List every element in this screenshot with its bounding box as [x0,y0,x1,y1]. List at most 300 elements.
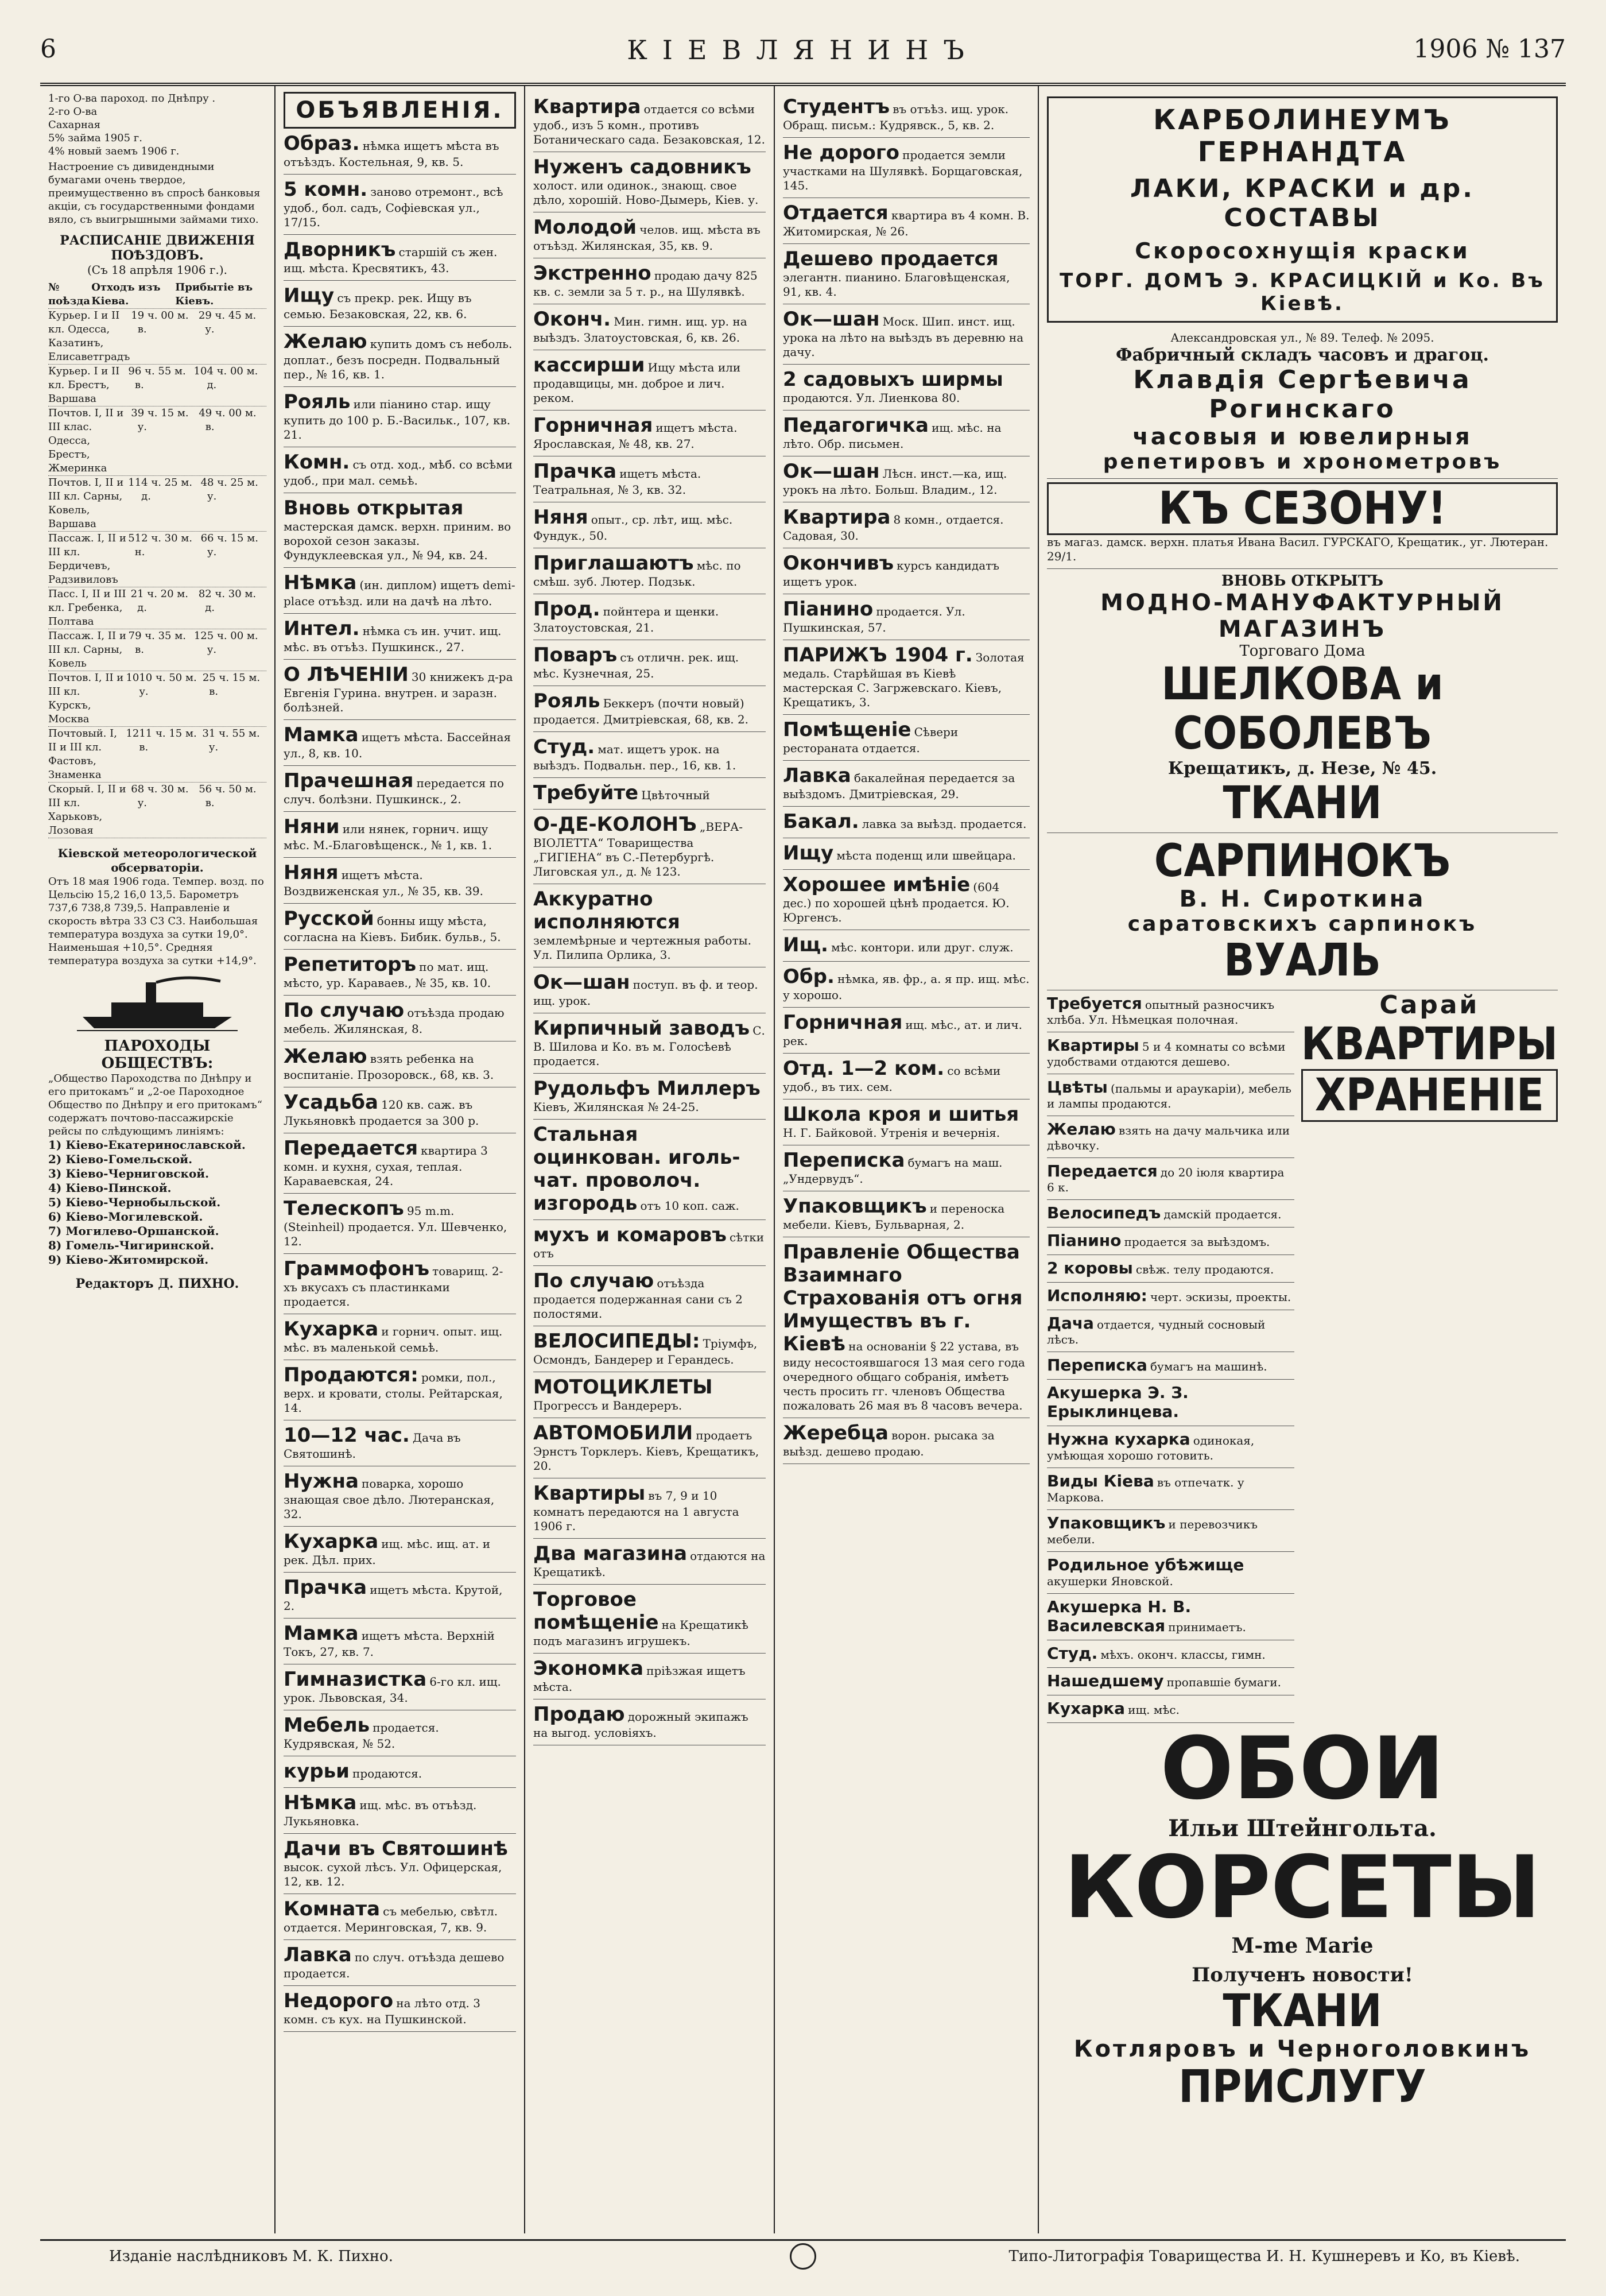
page-number: 6 [40,34,56,64]
classified-ad [783,761,1030,807]
ad-keyword: Велосипедъ [1047,1203,1161,1222]
exchange-line: Сахарная [48,119,100,131]
ad-text: въ 7, 9 и 10 комнатъ передаются на 1 августа 1906 г. [533,1489,739,1533]
classified-ad [783,411,1030,456]
classified-ad [783,640,1030,715]
schedule-cell: 9 ч. 15 м. у. [137,407,189,433]
classified-ad [1047,1510,1294,1552]
ad-text: съ мебелью, свѣтл. отдается. Меринговская, 7, кв. 9. [284,1904,498,1934]
schedule-cell: 10 [193,365,207,377]
meteo-title: Кiевской метеорологической обсерваторiи. [57,846,257,874]
classified-ad [1047,1074,1294,1116]
schedule-header [48,281,266,309]
ad-keyword: Педагогичка [783,414,929,437]
ad-keyword: Интел. [284,617,360,640]
classified-ad [284,1254,516,1314]
ad-text: взять ребенка на воспитанiе. Прозоровск., 68, кв. 3. [284,1052,494,1082]
ad-text: купить домъ съ неболь. доплат., безъ посредн. Подвальный пер., № 16, кв. 1. [284,337,513,381]
classified-ad [783,1008,1030,1054]
steamer-line: 1) Кiево-Екатеринославской. [48,1138,246,1152]
servants-ad: ПРИСЛУГУ [1178,2061,1426,2113]
ad-text: передается по случ. болѣзни. Пушкинск., 2. [284,776,505,806]
ad-text: ищ. мѣс. [1128,1703,1180,1717]
ad-text: Н. Г. Байковой. Утренiя и вечернiя. [783,1126,1000,1140]
corset-by: M-me Marie [1231,1934,1374,1958]
storage-ad: ХРАНЕНIЕ [1301,1069,1558,1122]
schedule-cell: 9 ч. 35 м. в. [135,630,186,656]
classified-ad [284,904,516,950]
ad-text: по случ. отъѣзда дешево продается. [284,1950,505,1980]
corset-ad: КОРСЕТЫ [1064,1838,1541,1938]
classified-list [284,129,516,2032]
ad-text: опыт., ср. лѣт, ищ. мѣс. Фундук., 50. [533,513,733,543]
ad-keyword: кассирши [533,354,645,377]
ad-keyword: Образ. [284,132,360,155]
ad-keyword: Отд. 1—2 ком. [783,1057,945,1080]
karbolineum-title: КАРБОЛИНЕУМЪ ГЕРНАНДТА [1153,104,1452,168]
fashion-subtitle: Торговаго Дома [1239,642,1366,660]
newspaper-title: КIЕВЛЯНИНЪ [627,34,979,65]
ad-text: акушерки Яновской. [1047,1574,1173,1588]
steamer-line: 8) Гомель-Чигиринской. [48,1238,214,1252]
ad-text: дорожный экипажъ на выгод. условiяхъ. [533,1710,748,1740]
classified-ad [783,930,1030,962]
schedule-cell: Курьер. I и II кл. Брестъ, Варшава [48,365,120,405]
classified-ad [284,1420,516,1466]
schedule-cell: 12 ч. 30 м. н. [134,532,193,558]
ad-keyword: Телескопъ [284,1197,404,1220]
ad-keyword: Продаются: [284,1364,418,1387]
ad-keyword: Требуйте [533,781,639,804]
classified-ad [284,447,516,493]
editor-name: Редакторъ Д. ПИХНО. [75,1276,239,1291]
schedule-cell: 3 [202,727,209,739]
ad-keyword: Аккуратно исполняются [533,888,680,934]
ad-text: съ отд. ход., мѣб. со всѣми удоб., при мал. семьѣ. [284,458,513,487]
ad-text: лавка за выѣзд. продается. [862,817,1027,831]
ad-keyword: Упаковщикъ [783,1195,927,1218]
classified-ad [1047,1380,1294,1426]
ad-keyword: 2 садовыхъ ширмы [783,368,1003,391]
classified-ad [284,1087,516,1133]
ad-text: продается. Ул. Пушкинская, 57. [783,605,965,634]
ad-keyword: Прачка [533,460,617,483]
ad-keyword: Дешево продается [783,247,999,270]
ad-text: 120 кв. саж. въ Лукьяновкѣ продается за 300 р. [284,1098,479,1128]
ad-text: мат. ищетъ урок. на выѣздъ. Подвальн. пер., 16, кв. 1. [533,742,736,772]
exchange-note: Настроение съ дивидендными бумагами очень твердое, преимущественно въ спросѣ банковыя акціи, съ государственными фондами вяло, съ выигрышными займами тихо. [48,161,261,226]
schedule-cell: Почтов. I, II и III клас. Одесса, Брестъ, Жмеринка [48,407,124,474]
ad-keyword: Окончивъ [783,552,894,575]
ad-keyword: Дача [1047,1314,1094,1333]
ad-keyword: Нѣмка [284,571,357,594]
ad-keyword: Исполняю: [1047,1286,1147,1305]
ad-text: на Крещатикѣ подъ магазинъ игрушекъ. [533,1618,748,1648]
schedule-cell: Пасс. I, II и III кл. Гребенка, Полтава [48,588,126,628]
ad-keyword: Кухарка [1047,1699,1126,1718]
classified-ad [284,1133,516,1194]
classified-ad [284,766,516,812]
ad-text: ищетъ мѣста. Крутой, 2. [284,1583,503,1613]
classified-ad [284,1194,516,1254]
schedule-row [48,671,266,727]
ad-keyword: Мамка [284,723,359,746]
ad-keyword: Бакал. [783,810,859,833]
ad-keyword: Экстренно [533,262,651,285]
classified-ad [533,967,766,1013]
ad-keyword: Рудольфъ Миллеръ [533,1077,761,1100]
ad-text: продается земли участками на Шулявкѣ. Борщаговская, 145. [783,148,1023,192]
schedule-cell: 11 [128,477,142,489]
ad-text: Прогрессъ и Вандереръ. [533,1399,682,1412]
classified-ad [284,660,516,720]
sarpinki-ad [1047,833,1558,990]
ad-keyword: Дачи въ Святошинѣ [284,1837,508,1860]
classified-ad [783,962,1030,1008]
ad-keyword: Ок—шан [783,460,880,483]
karbolineum-signature: ТОРГ. ДОМЪ Э. КРАСИЦКIЙ и Ко. Въ Кiевѣ. [1060,269,1545,315]
schedule-cell: 1 ч. 20 м. д. [137,588,188,614]
classified-ad [1047,1200,1294,1228]
season-ad [1047,479,1558,569]
ad-text: 8 комн., отдается. Садовая, 30. [783,513,1004,543]
classified-ad [533,1478,766,1539]
watch-line-2: репетировъ и хронометровъ [1103,450,1502,474]
ad-keyword: Торговое помѣщенiе [533,1588,659,1634]
schedule-cell: Почтов. I, II и III кл. Сарны, Ковель, Варшава [48,477,124,530]
ad-text: со всѣми удоб., въ тих. сем. [783,1064,1001,1094]
classified-ad [284,1360,516,1420]
classified-ad [783,838,1030,870]
ad-keyword: Ищ. [783,934,828,957]
classified-ad [1047,1552,1294,1594]
ad-text: мѣс. по смѣш. зуб. Лютер. Подзьк. [533,559,741,588]
classified-ad [533,732,766,778]
ad-text: бумагъ на маш. „Ундервудъ“. [783,1156,1003,1186]
ad-text: отъ 10 коп. саж. [640,1199,739,1213]
ad-text: и горнич. опыт. ищ. мѣс. въ маленькой семьѣ. [284,1325,503,1354]
classified-ad [783,92,1030,138]
schedule-row [48,476,266,532]
ad-keyword: Мебель [284,1714,370,1737]
ad-keyword: мухъ и комаровъ [533,1223,727,1246]
fashion-address: Крещатикъ, д. Незе, № 45. [1167,758,1437,779]
ad-text: пойнтера и щенки. Златоустовская, 21. [533,605,719,634]
classified-ad [1047,1668,1294,1695]
ad-text: Сѣвери рестораната отдается. [783,725,959,755]
steamer-line: 2) Кiево-Гомельской. [48,1152,193,1166]
ad-keyword: Школа кроя и шитья [783,1103,1019,1126]
ad-text: бакалейная передается за выѣздомъ. Дмитрiевская, 29. [783,771,1015,801]
ad-text: „ВЕРА-ВIОЛЕТТА“ Товарищества „ГИГIЕНА“ въ С.-Петербургѣ. Лиговская ул., д. № 123. [533,820,743,878]
ad-text: 5 и 4 комнаты со всѣми удобствами отдаются дешево. [1047,1040,1286,1068]
issue-number: 1906 № 137 [1413,34,1566,64]
classified-ad [783,1099,1030,1145]
ad-keyword: Квартиры [1047,1036,1139,1055]
ad-keyword: Не дорого [783,141,899,164]
ad-keyword: Няня [533,506,588,529]
ad-text: до 20 iюля квартира 6 к. [1047,1166,1285,1194]
column-3 [525,86,775,2233]
ad-keyword: Квартиры [533,1482,646,1505]
ad-text: ромки, пол., верх. и кровати, столы. Рейтарская, 14. [284,1370,503,1415]
footer [40,2239,1566,2275]
watch-title: Фабричный складъ часовъ и драгоц. [1116,345,1489,365]
ad-text: С. В. Шилова и Ко. въ м. Голосѣевѣ продается. [533,1024,765,1068]
ad-keyword: Стальная оцинкован. иголь-чат. проволоч. изгородь [533,1123,740,1215]
ad-text: ищетъ мѣста. Бассейная ул., 8, кв. 10. [284,730,511,760]
ad-text: 6-го кл. ищ. урок. Львовская, 34. [284,1675,501,1705]
sarpinki-subtitle: саратовскихъ сарпинокъ [1127,912,1477,936]
ad-keyword: Граммофонъ [284,1257,430,1280]
schedule-cell: 3 [131,407,138,419]
ad-text: челов. ищ. мѣста въ отъѣзд. Жилянская, 35, кв. 9. [533,223,761,253]
classified-ad [783,198,1030,244]
classified-ad [1047,1468,1294,1510]
classified-ad [284,1756,516,1788]
schedule-cell: 4 ч. 25 м. д. [141,477,193,502]
schedule-cell: Почтовый. I, II и III кл. Фастовъ, Знаменка [48,727,117,781]
exchange-block [48,92,266,226]
schedule-cell: 6 ч. 55 м. в. [134,365,186,391]
ad-keyword: Переписка [783,1149,905,1172]
mid-row [1047,990,1558,1723]
classified-ad [533,1220,766,1266]
schedule-cell: Курьер. I и II кл. Одесса, Казатинъ, Елисаветградъ [48,309,130,363]
classified-ad [284,1314,516,1360]
ad-text: продаю дачу 825 кв. с. земли за 5 т. р., на Шулявкѣ. [533,269,758,299]
steamer-line: 5) Кiево-Чернобыльской. [48,1195,221,1209]
ad-keyword: Переписка [1047,1356,1147,1374]
ad-text: старшiй съ жен. ищ. мѣста. Кресвятикъ, 43. [284,245,498,275]
ad-text: 30 книжекъ д-ра Евгенiя Гурина. внутрен. и заразн. болѣзней. [284,670,513,714]
ad-keyword: Няня [284,861,339,884]
classified-ad [783,548,1030,594]
ad-keyword: Гимназистка [284,1668,427,1691]
ad-text: по мат. ищ. мѣсто, ур. Караваев., № 35, кв. 10. [284,960,491,990]
classified-ad [284,720,516,766]
steamer-line: 4) Кiево-Пинской. [48,1181,172,1195]
classified-ad [533,1418,766,1478]
karbolineum-ad [1047,96,1558,323]
ad-text: одинокая, умѣющая хорошо готовить. [1047,1434,1255,1462]
classified-ad [783,138,1030,198]
classified-ad [783,244,1030,304]
section-heading: ОБЪЯВЛЕНIЯ. [284,92,516,129]
ad-text: нѣмка, яв. фр., а. я пр. ищ. мѣс. у хорошо. [783,972,1030,1002]
ad-keyword: Цвѣты [1047,1078,1108,1097]
schedule-cell: 5 [199,783,205,795]
ad-text: высок. сухой лѣсъ. Ул. Офицерская, 12, кв. 12. [284,1860,502,1888]
ad-text: (604 дес.) по хорошей цѣнѣ продается. Ю. Юргенсъ. [783,880,1010,924]
classified-ad [783,365,1030,411]
classified-ad [284,175,516,235]
ad-keyword: Лавка [783,764,851,787]
schedule-row [48,727,266,783]
ad-keyword: 10—12 час. [284,1424,410,1447]
ad-text: Золотая медаль. Старѣйшая въ Кiевѣ мастерская С. Загржевскаго. Кiевъ, Крещатикъ, 3. [783,651,1025,709]
classified-ad [284,996,516,1041]
classified-ad [284,1710,516,1756]
classified-ad [284,387,516,447]
ad-text: курсъ кандидатъ ищетъ урок. [783,559,999,588]
ad-keyword: Кухарка [284,1530,379,1553]
footer-publisher: Изданiе наслѣдниковъ М. К. Пихно. [109,2248,393,2265]
schedule-cell: 2 [198,309,205,322]
schedule-cell: Пассаж. I, II и III кл. Сарны, Ковель [48,630,126,669]
schedule-cell: Пассаж. I, II и III кл. Бердичевъ, Радзивиловъ [48,532,126,586]
column-4 [775,86,1039,2233]
ad-text: на лѣто отд. 3 комн. съ кух. на Пушкинской. [284,1996,480,2026]
ad-text: товарищ. 2-хъ вкусахъ съ пластинками продается. [284,1264,503,1308]
schedule-cell: 11 ч. 15 м. в. [139,727,197,753]
classified-ad [533,1120,766,1220]
apartments-ad: КВАРТИРЫ [1301,1019,1558,1070]
ad-text: Кiевъ, Жилянская № 24-25. [533,1100,699,1114]
schedule-row [48,406,266,476]
ad-keyword: Нашедшему [1047,1671,1164,1690]
ad-text: отдаются на Крещатикѣ. [533,1549,766,1579]
schedule-row [48,629,266,671]
classified-ad [533,304,766,350]
ad-text: продаются. Ул. Лиенкова 80. [783,391,960,405]
ad-keyword: Жеребца [783,1422,889,1445]
ad-text: Трiумфъ, Осмондъ, Бандерер и Герандесь. [533,1337,758,1366]
ad-text: квартира въ 4 комн. В. Житомирская, № 26. [783,208,1030,238]
ad-text: бумагъ на машинѣ. [1150,1360,1267,1373]
classified-ad [533,640,766,686]
firm-name: Котляровъ и Черноголовкинъ [1073,2036,1531,2062]
schedule-cell: 8 [198,588,205,600]
ad-text: Мин. гимн. ищ. ур. на выѣздъ. Златоустовская, 6, кв. 26. [533,315,747,344]
ad-keyword: Ищу [284,284,335,307]
classified-ad [783,304,1030,365]
ad-text: ищетъ мѣста. Ярославская, № 48, кв. 27. [533,421,738,451]
ad-text: продаетъ Эрнстъ Торклеръ. Кiевъ, Крещатикъ, 20. [533,1428,759,1473]
schedule-row [48,309,266,365]
classified-ad [284,1573,516,1619]
ad-keyword: Требуется [1047,994,1142,1013]
classified-ad [783,1418,1030,1464]
ad-text: мѣс. контори. или друг. служ. [831,940,1014,954]
schedule-cell: 9 ч. 45 м. у. [205,309,257,335]
ad-text: мѣста поденщ или швейцара. [836,849,1016,862]
classified-ad [783,807,1030,838]
columns [40,86,1566,2233]
classified-ad [1047,1426,1294,1468]
exchange-line: 1-го О-ва пароход. по Днѣпру . [48,92,216,104]
ad-keyword: АВТОМОБИЛИ [533,1422,693,1445]
ad-keyword: Молодой [533,216,637,239]
ad-text: мѣхъ. оконч. классы, гимн. [1100,1648,1266,1662]
classified-ad [284,1986,516,2032]
karbolineum-subtitle: ЛАКИ, КРАСКИ и др. СОСТАВЫ [1130,174,1475,233]
ad-keyword: Русской [284,907,374,930]
ad-text: Дача въ Святошинѣ. [284,1431,461,1461]
ad-text: принимаетъ. [1168,1620,1246,1634]
ad-text: ищетъ мѣста. Театральная, № 3, кв. 32. [533,467,701,497]
classified-ad [533,92,766,152]
ad-text: съ отличн. рек. ищ. мѣс. Кузнечная, 25. [533,651,739,680]
classified-list [783,92,1030,1464]
column-5 [1039,86,1566,2233]
schedule-cell: 6 ч. 15 м. у. [207,532,258,558]
classified-ad [284,950,516,996]
classified-ad [533,810,766,884]
classified-ad [533,456,766,502]
column-2 [276,86,525,2233]
ad-text: бонны ищу мѣста, согласна на Кiевъ. Бибик. бульв., 5. [284,914,501,944]
right-mid [1301,990,1558,1723]
ad-text: и перевозчикъ мебели. [1047,1517,1258,1546]
ad-keyword: Желаю [1047,1120,1116,1139]
schedule-cell: 4 [200,477,208,489]
schedule-cell: 7 [128,630,135,642]
classified-ad [1047,1640,1294,1668]
schedule-row [48,532,266,587]
watch-line: часовыя и ювелирныя [1132,424,1472,450]
ad-keyword: Отдается [783,202,889,224]
ad-text: ищ. мѣс. ищ. ат. и рек. Дѣл. прих. [284,1537,491,1567]
exchange-line: 4% новый заемъ 1906 г. [48,145,180,157]
ad-keyword: ПАРИЖЪ 1904 г. [783,644,973,667]
fashion-name: ШЕЛКОВА и СОБОЛЕВЪ [1161,659,1444,760]
ad-text: пропавшiе бумаги. [1166,1675,1281,1689]
ad-keyword: Приглашаютъ [533,552,694,575]
classified-ad [284,1466,516,1527]
schedule-cell: 6 ч. 50 м. в. [205,783,257,809]
steamers-title: ПАРОХОДЫ ОБЩЕСТВЪ: [101,1037,214,1072]
ad-text: отъѣзда продаю мебель. Жилянская, 8. [284,1006,505,1036]
schedule-cell: 10 [126,672,139,684]
novelties-ad: Полученъ новости! [1192,1964,1413,1987]
ad-text: элегантн. пианино. Благовѣщенская, 91, кв. 4. [783,270,1010,299]
classified-ad [284,568,516,614]
classified-ad [1047,1158,1294,1200]
classified-ad [533,548,766,594]
classified-ad [783,1145,1030,1191]
classified-ad [783,456,1030,502]
ad-keyword: Прод. [533,598,600,621]
ad-text: на основанiи § 22 устава, въ виду несостоявшагося 13 мая сего года очередного общаго собранiя, имѣетъ честь просить гг. членовъ Общества пожаловать 26 мая въ 8 часовъ вечера. [783,1339,1025,1412]
ad-text: (пальмы и араукарiи), мебель и лампы продаются. [1047,1082,1291,1110]
sarpinki-voile: ВУАЛЬ [1224,935,1381,986]
ad-text: дамскiй продается. [1163,1207,1282,1221]
fabrics-ad: ТКАНИ [1223,1985,1382,2037]
ad-text: свѣж. телу продаются. [1135,1263,1274,1276]
sarpinki-name: В. Н. Сироткина [1179,886,1426,912]
ad-text: продается за выѣздомъ. [1124,1235,1270,1249]
ad-keyword: Нужна [284,1470,359,1493]
classified-ad [284,327,516,387]
schedule-row [48,783,266,838]
ad-text: Лѣсн. инст.—ка, ищ. урокъ на лѣто. Больш. Владим., 12. [783,467,1007,497]
ad-text: отдается со всѣми удоб., изъ 5 комн., противъ Ботаническаго сада. Безаковская, 12. [533,102,765,146]
classified-ad [1047,1116,1294,1158]
ad-text: или нянек, горнич. ищу мѣс. М.-Благовѣщенск., № 1, кв. 1. [284,822,492,852]
schedule-cell: 5 ч. 15 м. в. [209,672,261,698]
masthead [40,23,1566,86]
ad-keyword: Комната [284,1898,381,1921]
classified-ad [533,258,766,304]
classified-ad [1047,1032,1294,1074]
ad-keyword: 5 комн. [284,178,368,201]
ad-keyword: Упаковщикъ [1047,1513,1166,1532]
ad-text: отдается, чудный сосновый лѣсъ. [1047,1318,1266,1346]
ad-keyword: Поваръ [533,644,618,667]
shed-ad: Сарай [1379,990,1480,1020]
ad-text: квартира 3 комн. и кухня, сухая, теплая. Караваевская, 24. [284,1144,488,1188]
